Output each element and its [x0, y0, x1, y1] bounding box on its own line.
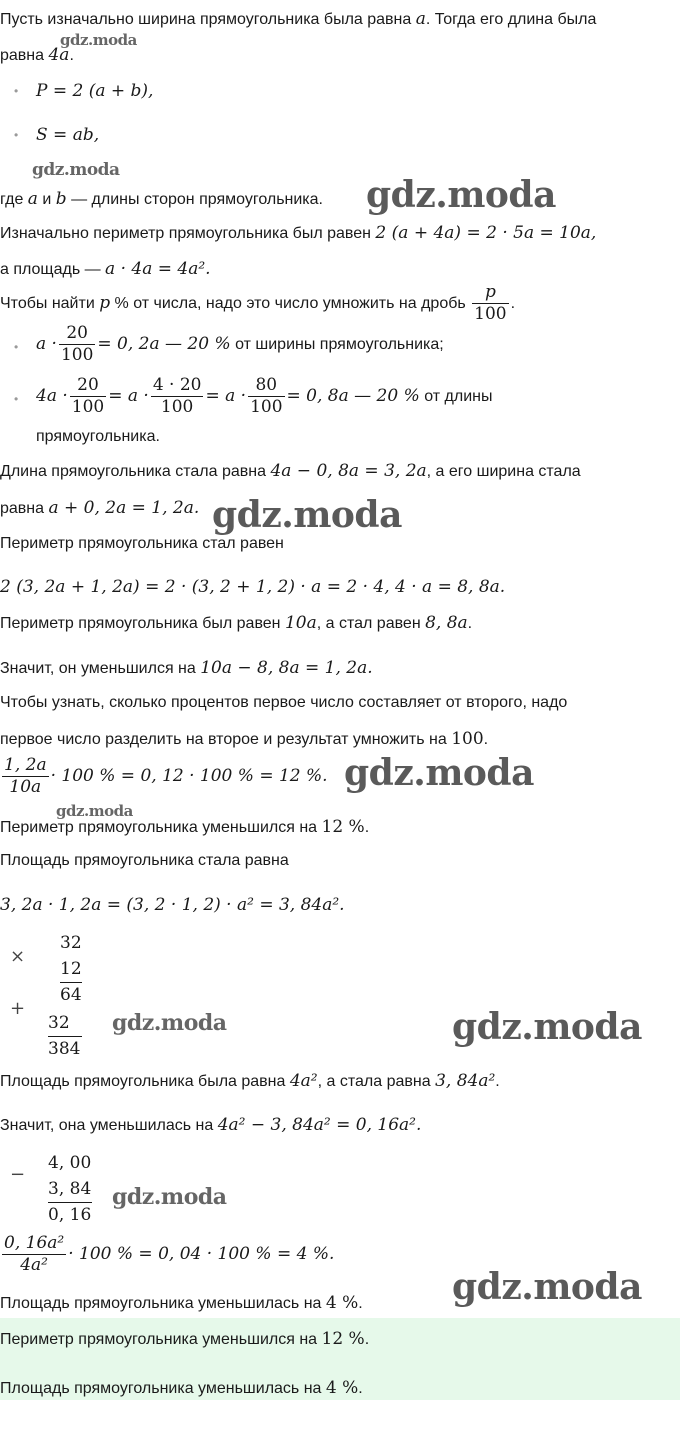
- watermark: gdz.moda: [212, 494, 402, 536]
- answer-l2-tail: .: [358, 1380, 363, 1397]
- compare-perimeter-e2: 8, 8a: [425, 613, 468, 633]
- answer-l1-text: Периметр прямоугольника уменьшился на: [0, 1331, 322, 1348]
- bullet-dot-icon: •: [14, 128, 19, 142]
- fraction: [59, 323, 95, 366]
- percent-rule: [0, 282, 515, 325]
- intro-l2-tail: .: [69, 47, 74, 64]
- compare-perimeter: [0, 612, 472, 635]
- bullet-dot-icon: •: [14, 84, 19, 98]
- initial-line-2: [0, 258, 211, 281]
- decrease-area-expr: 4a² − 3, 84a² = 0, 16a².: [217, 1115, 422, 1135]
- compare-perimeter-e1: 10a: [284, 613, 317, 633]
- new-sides-l2-expr: a + 0, 2a = 1, 2a.: [48, 498, 200, 518]
- area-result-val: 4 %: [325, 1293, 359, 1313]
- new-sides-line-1: [0, 460, 581, 483]
- where-a: a: [27, 189, 38, 209]
- percent-rule-text: Чтобы найти: [0, 295, 100, 312]
- new-sides-text: Длина прямоугольника стала равна: [0, 463, 271, 480]
- perimeter-formula: P = 2 (a + b),: [36, 81, 154, 101]
- new-perimeter-text: Периметр прямоугольника стал равен: [0, 535, 284, 552]
- percent-rule-p: p: [99, 293, 111, 313]
- mult-b: 12: [60, 956, 82, 983]
- watermark: gdz.moda: [32, 160, 120, 180]
- initial-l2-text: а площадь —: [0, 261, 106, 278]
- compare-area-text: Площадь прямоугольника была равна: [0, 1073, 290, 1090]
- perimeter-percent-expr: · 100 % = 0, 12 · 100 % = 12 %.: [50, 766, 328, 786]
- percent-of-num: 100: [451, 729, 484, 749]
- where-line: [0, 188, 323, 211]
- bullet1-expr: = 0, 2a — 20 %: [97, 334, 231, 354]
- area-formula: S = ab,: [36, 125, 100, 145]
- fraction-den: 100: [160, 397, 194, 418]
- initial-text: Изначально периметр прямоугольника был равен: [0, 225, 376, 242]
- perimeter-percent: [0, 752, 328, 801]
- percent-of-text: первое число разделить на второе и результат умножить на: [0, 731, 452, 748]
- percent-of-tail: .: [483, 731, 489, 748]
- perimeter-result-tail: .: [364, 819, 370, 836]
- fraction: [2, 755, 49, 798]
- intro-l2-text: равна: [0, 47, 49, 64]
- fraction-den: 100: [71, 397, 105, 418]
- sub-b: 3, 84: [48, 1176, 92, 1203]
- where-b: b: [55, 189, 67, 209]
- watermark: gdz.moda: [56, 802, 133, 820]
- initial-l2-expr: a · 4a = 4a².: [105, 259, 211, 279]
- fraction-num: 20: [59, 323, 95, 345]
- bullet2-pre: 4a ·: [36, 386, 68, 406]
- sub-a: 4, 00: [48, 1153, 92, 1173]
- answer-l2-val: 4 %: [325, 1378, 359, 1398]
- watermark: gdz.moda: [60, 31, 137, 49]
- watermark: gdz.moda: [452, 1006, 642, 1048]
- mult-p2: 32: [48, 1010, 82, 1037]
- answer-l1-tail: .: [364, 1331, 370, 1348]
- area-result-tail: .: [358, 1295, 363, 1312]
- fraction: [248, 375, 284, 418]
- new-sides-line-2: [0, 497, 199, 520]
- compare-area-e1: 4a²: [289, 1071, 318, 1091]
- intro-tail: . Тогда его длина была: [425, 11, 597, 28]
- fraction-den: 100: [60, 345, 94, 366]
- initial-expr: 2 (a + 4a) = 2 · 5a = 10a,: [375, 223, 597, 243]
- new-area-text: Площадь прямоугольника стала равна: [0, 852, 289, 869]
- compare-area-tail: .: [495, 1073, 500, 1090]
- area-result: [0, 1292, 363, 1315]
- answer-line-1: [0, 1328, 369, 1351]
- new-area-expr: 3, 2a · 1, 2a = (3, 2 · 1, 2) · a² = 3, 84a².: [0, 895, 345, 915]
- times-sign: ×: [10, 946, 26, 967]
- bullet1-text: от ширины прямоугольника;: [230, 336, 444, 353]
- mult-p1: 64: [60, 985, 82, 1005]
- fraction-num: 0, 16a²: [4, 1233, 65, 1254]
- bullet2-mid2: = a ·: [205, 386, 247, 406]
- fraction-num: 20: [70, 375, 106, 397]
- compare-area-e2: 3, 84a²: [435, 1071, 496, 1091]
- compare-perimeter-text: Периметр прямоугольника был равен: [0, 615, 285, 632]
- fraction: [2, 1233, 66, 1276]
- decrease-perimeter-expr: 10a − 8, 8a = 1, 2a.: [200, 658, 373, 678]
- watermark: gdz.moda: [366, 174, 556, 216]
- fraction-num: 80: [248, 375, 284, 397]
- mult-a: 32: [60, 933, 82, 953]
- bullet-dot-icon: •: [14, 392, 19, 406]
- percent-rule-tail: .: [510, 295, 516, 312]
- compare-area-mid: , а стала равна: [317, 1073, 436, 1090]
- bullet2-text: от длины: [419, 388, 493, 405]
- area-percent-expr: · 100 % = 0, 04 · 100 % = 4 %.: [68, 1244, 335, 1264]
- fraction-den: 10a: [9, 777, 42, 798]
- answer-l1-val: 12 %: [321, 1329, 365, 1349]
- new-sides-tail: , а его ширина стала: [426, 463, 581, 480]
- bullet-dot-icon: •: [14, 340, 19, 354]
- where-prefix: где: [0, 191, 28, 208]
- plus-sign: +: [10, 998, 26, 1019]
- where-and: и: [37, 191, 56, 208]
- bullet-length: [36, 374, 492, 419]
- bullet-width: [36, 322, 444, 367]
- area-result-text: Площадь прямоугольника уменьшилась на: [0, 1295, 326, 1312]
- compare-perimeter-tail: .: [467, 615, 473, 632]
- fraction: [472, 282, 508, 325]
- decrease-area-text: Значит, она уменьшилась на: [0, 1117, 218, 1134]
- fraction-num: 4 · 20: [152, 375, 202, 396]
- watermark: gdz.moda: [112, 1010, 227, 1036]
- bullet1-pre: a ·: [36, 334, 57, 354]
- intro-var: a: [415, 9, 426, 29]
- intro-line-1: [0, 8, 596, 31]
- fraction-den: 100: [250, 397, 283, 418]
- perimeter-result-text: Периметр прямоугольника уменьшился на: [0, 819, 322, 836]
- bullet2-cont: прямоугольника.: [36, 428, 160, 445]
- sub-result: 0, 16: [48, 1205, 92, 1225]
- mult-result: 384: [48, 1039, 81, 1059]
- percent-rule-mid: % от числа, надо это число умножить на дробь: [110, 295, 471, 312]
- bullet2-expr: = 0, 8a — 20 %: [286, 386, 420, 406]
- fraction: [70, 375, 106, 418]
- fraction: [151, 375, 204, 418]
- decrease-perimeter: [0, 657, 373, 680]
- decrease-perimeter-text: Значит, он уменьшился на: [0, 660, 201, 677]
- intro-text: Пусть изначально ширина прямоугольника была равна: [0, 11, 416, 28]
- bullet2-mid1: = a ·: [108, 386, 149, 406]
- where-tail: — длины сторон прямоугольника.: [66, 191, 323, 208]
- decrease-area: [0, 1114, 421, 1137]
- percent-of-line-2: [0, 728, 488, 751]
- fraction-num: 1, 2a: [4, 755, 47, 776]
- compare-area: [0, 1070, 500, 1093]
- minus-sign: −: [10, 1164, 26, 1185]
- perimeter-result-val: 12 %: [321, 817, 365, 837]
- watermark: gdz.moda: [112, 1184, 227, 1210]
- compare-perimeter-mid: , а стал равен: [316, 615, 426, 632]
- perimeter-result: [0, 816, 369, 839]
- new-perimeter-expr: 2 (3, 2a + 1, 2a) = 2 · (3, 2 + 1, 2) · a = 2 · 4, 4 · a = 8, 8a.: [0, 577, 506, 597]
- watermark: gdz.moda: [452, 1266, 642, 1308]
- watermark: gdz.moda: [344, 752, 534, 794]
- area-percent: [0, 1230, 334, 1279]
- answer-l2-text: Площадь прямоугольника уменьшилась на: [0, 1380, 326, 1397]
- percent-of-line-1: Чтобы узнать, сколько процентов первое число составляет от второго, надо: [0, 694, 568, 711]
- new-sides-l2-text: равна: [0, 500, 49, 517]
- fraction-den: 100: [474, 304, 507, 325]
- intro-l2-expr: 4a: [48, 45, 70, 65]
- fraction-den: 4a²: [20, 1255, 48, 1276]
- initial-line-1: [0, 222, 596, 245]
- fraction-num: p: [472, 282, 508, 304]
- answer-line-2: [0, 1377, 363, 1400]
- new-sides-expr: 4a − 0, 8a = 3, 2a: [270, 461, 427, 481]
